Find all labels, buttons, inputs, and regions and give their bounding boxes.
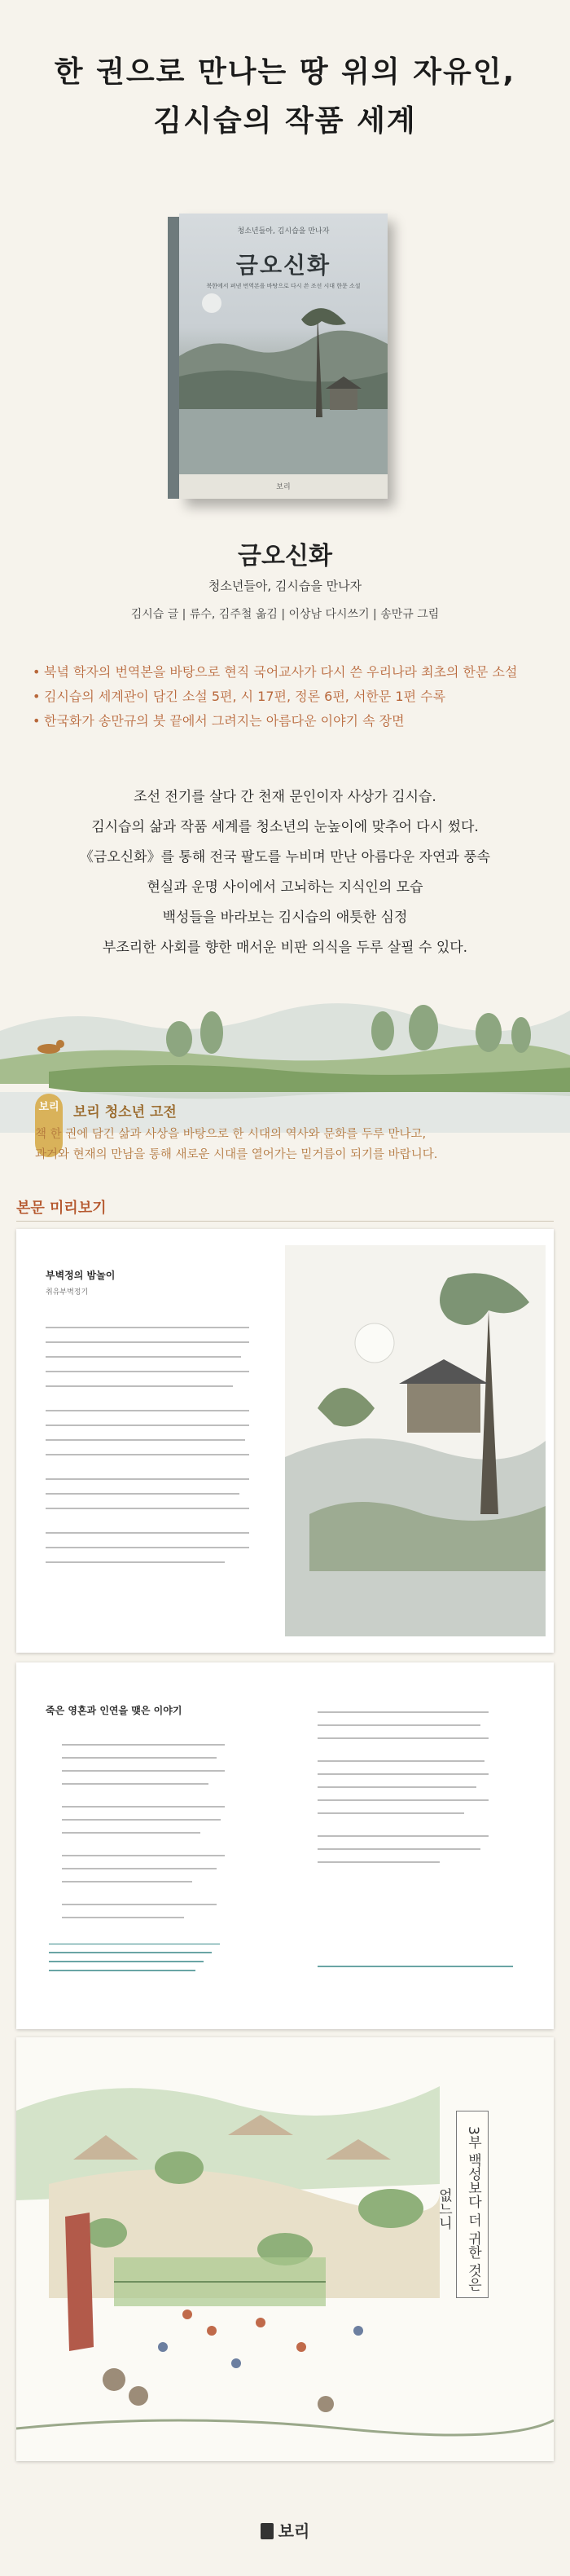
text-line <box>46 1341 249 1343</box>
text-line <box>46 1425 249 1426</box>
headline-line-2: 김시습의 작품 세계 <box>153 104 417 138</box>
cover-top-text: 청소년들아, 김시습을 만나자 <box>237 227 330 236</box>
text-line <box>46 1410 249 1411</box>
section-divider <box>16 1221 554 1222</box>
footnote-line <box>49 1961 204 1962</box>
footnote-line <box>49 1970 195 1971</box>
page1-illustration <box>285 1245 546 1636</box>
cover-title: 금오신화 <box>235 252 331 279</box>
text-line <box>318 1724 480 1726</box>
text-line <box>46 1454 249 1455</box>
page1-heading: 부벽정의 밤놀이 <box>46 1270 116 1281</box>
intro-line: 김시습의 삶과 작품 세계를 청소년의 눈높이에 맞추어 다시 썼다. <box>91 819 479 835</box>
text-line <box>46 1371 249 1372</box>
intro-text <box>0 782 570 963</box>
text-line <box>318 1861 440 1863</box>
series-title: 보리 청소년 고전 <box>73 1104 177 1121</box>
footnote-line <box>49 1952 212 1953</box>
intro-line: 백성들을 바라보는 김시습의 애틋한 심정 <box>162 909 408 926</box>
cover-small-text: 북한에서 펴낸 번역본을 바탕으로 다시 쓴 조선 시대 한문 소설 <box>206 283 361 289</box>
text-line <box>62 1783 208 1785</box>
text-line <box>46 1493 239 1495</box>
preview-page-2 <box>16 1662 554 2029</box>
text-line <box>62 1855 225 1856</box>
text-line <box>46 1385 233 1387</box>
page2-heading: 죽은 영혼과 인연을 맺은 이야기 <box>46 1705 182 1716</box>
intro-line: 《금오신화》를 통해 전국 팔도를 누비며 만난 아름다운 자연과 풍속 <box>79 849 491 865</box>
text-line <box>318 1835 489 1837</box>
text-line <box>46 1508 249 1509</box>
text-line <box>318 1773 489 1775</box>
text-line <box>62 1770 225 1772</box>
boree-logo-icon <box>261 2523 274 2539</box>
book-spine <box>168 217 179 499</box>
feature-item: • 한국화가 송만규의 붓 끝에서 그려지는 아름다운 이야기 속 장면 <box>33 713 405 729</box>
text-line <box>62 1917 184 1918</box>
text-line <box>62 1868 217 1869</box>
text-line <box>46 1356 241 1358</box>
text-line <box>46 1532 249 1534</box>
feature-item: • 북녘 학자의 번역본을 바탕으로 현직 국어교사가 다시 쓴 우리나라 최초의 한문 소설 <box>33 664 518 680</box>
intro-line: 현실과 운명 사이에서 고뇌하는 지식인의 모습 <box>147 879 423 896</box>
book-title: 금오신화 <box>238 542 332 570</box>
text-line <box>62 1744 225 1746</box>
text-line <box>46 1478 249 1480</box>
series-desc-line: 과거와 현재의 만남을 통해 새로운 시대를 열어가는 밑거름이 되기를 바랍니다. <box>35 1148 438 1161</box>
text-line <box>318 1711 489 1713</box>
text-line <box>62 1881 192 1882</box>
text-line <box>62 1806 225 1808</box>
intro-line: 조선 전기를 살다 간 천재 문인이자 사상가 김시습. <box>134 789 436 805</box>
preview-page-1 <box>16 1229 554 1653</box>
text-line <box>318 1760 484 1762</box>
preview-title: 본문 미리보기 <box>16 1200 107 1217</box>
book-credits: 김시습 글 | 류수, 김주철 옮김 | 이상남 다시쓰기 | 송만규 그림 <box>130 608 440 621</box>
book-subtitle: 청소년들아, 김시습을 만나자 <box>208 579 362 593</box>
text-line <box>46 1439 245 1441</box>
feature-list <box>33 660 554 733</box>
feature-item: • 김시습의 세계관이 담긴 소설 5편, 시 17편, 정론 6편, 서한문 1편 수록 <box>33 689 446 704</box>
text-line <box>318 1786 476 1788</box>
publisher-logo-text: 보리 <box>278 2521 310 2541</box>
text-line <box>318 1799 489 1801</box>
text-line <box>62 1757 217 1759</box>
headline-line-1: 한 권으로 만나는 땅 위의 자유인, <box>54 55 516 89</box>
page1-subheading: 취유부벽정기 <box>46 1288 89 1297</box>
chapter-vertical-title: 3부 백성보다 더 귀한 것은 없느니 <box>456 2111 489 2298</box>
text-line <box>46 1547 249 1548</box>
intro-line: 부조리한 사회를 향한 매서운 비판 의식을 두루 살필 수 있다. <box>102 940 468 956</box>
text-line <box>318 1848 480 1850</box>
text-line <box>46 1561 225 1563</box>
series-description <box>35 1125 556 1165</box>
text-line <box>62 1904 217 1905</box>
series-badge: 보리 <box>35 1094 63 1157</box>
publisher-logo <box>0 2518 570 2542</box>
text-line <box>318 1737 489 1739</box>
text-line <box>46 1327 249 1328</box>
book-cover <box>179 214 388 499</box>
series-desc-line: 책 한 권에 담긴 삶과 사상을 바탕으로 한 시대의 역사와 문화를 두루 만나고, <box>35 1128 427 1141</box>
cover-publisher: 보리 <box>276 483 291 491</box>
text-line <box>62 1832 200 1834</box>
text-line <box>318 1812 464 1814</box>
text-line <box>62 1819 221 1821</box>
footnote-line <box>318 1966 513 1967</box>
